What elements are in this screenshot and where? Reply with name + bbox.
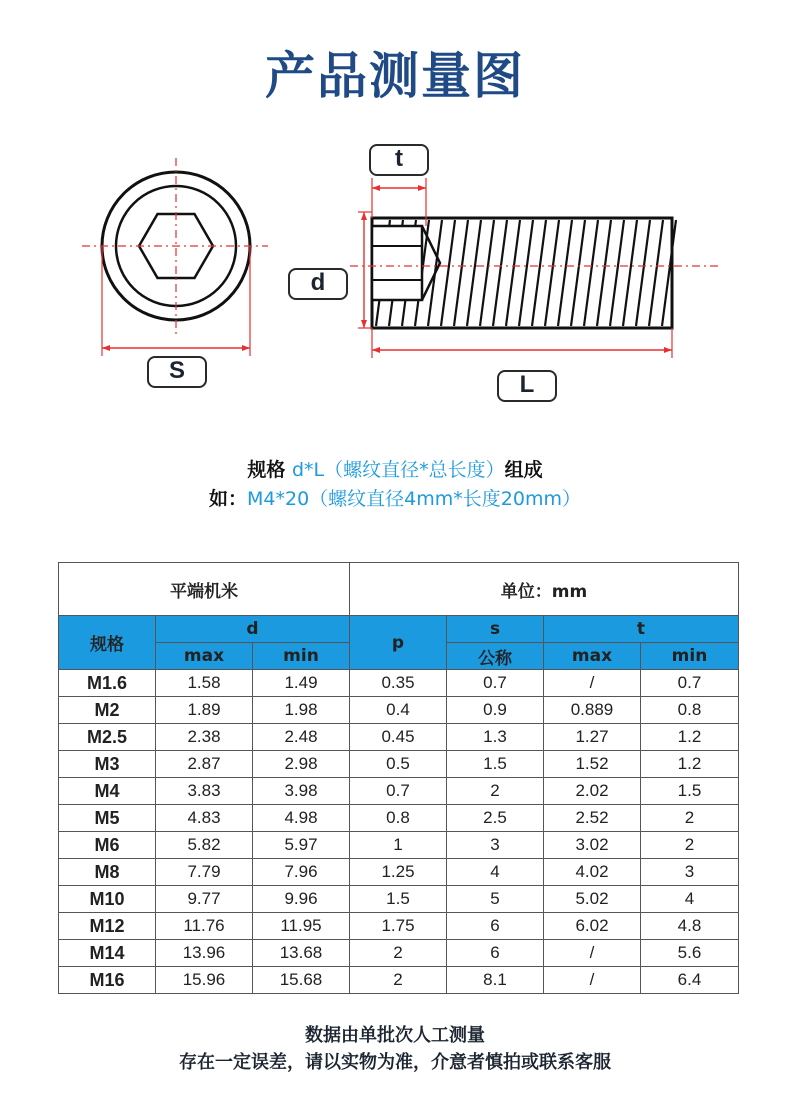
cell-p: 2 <box>350 967 447 994</box>
cell-d-min: 11.95 <box>253 913 350 940</box>
cell-t-max: 4.02 <box>544 859 641 886</box>
cell-d-max: 5.82 <box>156 832 253 859</box>
cell-d-max: 2.87 <box>156 751 253 778</box>
cell-p: 0.35 <box>350 670 447 697</box>
cell-s-nominal: 5 <box>447 886 544 913</box>
cell-t-max: 1.27 <box>544 724 641 751</box>
spec-formula: d*L（螺纹直径*总长度） <box>291 459 505 481</box>
cell-d-min: 1.49 <box>253 670 350 697</box>
cell-d-min: 13.68 <box>253 940 350 967</box>
label-t: t <box>369 144 429 176</box>
cell-t-max: 0.889 <box>544 697 641 724</box>
cell-d-min: 2.48 <box>253 724 350 751</box>
cell-spec: M2.5 <box>59 724 156 751</box>
spec-line-2 <box>0 484 790 511</box>
cell-t-min: 4 <box>641 886 739 913</box>
cell-spec: M2 <box>59 697 156 724</box>
cell-p: 0.4 <box>350 697 447 724</box>
example-formula: M4*20（螺纹直径4mm*长度20mm） <box>247 488 581 510</box>
table-row <box>59 967 739 994</box>
cell-spec: M14 <box>59 940 156 967</box>
cell-s-nominal: 1.3 <box>447 724 544 751</box>
table-row <box>59 751 739 778</box>
side-view <box>350 178 720 358</box>
cell-p: 1.5 <box>350 886 447 913</box>
cell-d-min: 9.96 <box>253 886 350 913</box>
cell-s-nominal: 4 <box>447 859 544 886</box>
cell-spec: M5 <box>59 805 156 832</box>
col-d-min: min <box>253 643 350 670</box>
cell-spec: M6 <box>59 832 156 859</box>
cell-spec: M12 <box>59 913 156 940</box>
header-row-1 <box>59 616 739 643</box>
cell-p: 0.5 <box>350 751 447 778</box>
table-row <box>59 805 739 832</box>
cell-d-min: 2.98 <box>253 751 350 778</box>
footer-note-1: 数据由单批次人工测量 <box>305 1025 485 1046</box>
table-row <box>59 832 739 859</box>
table-title-row <box>59 563 739 616</box>
cell-t-min: 1.2 <box>641 724 739 751</box>
cell-t-min: 0.8 <box>641 697 739 724</box>
cell-d-min: 1.98 <box>253 697 350 724</box>
cell-p: 1.25 <box>350 859 447 886</box>
table-row <box>59 913 739 940</box>
cell-p: 2 <box>350 940 447 967</box>
screw-drawing <box>0 140 790 410</box>
table-row <box>59 940 739 967</box>
cell-s-nominal: 3 <box>447 832 544 859</box>
col-t-max: max <box>544 643 641 670</box>
cell-t-max: / <box>544 670 641 697</box>
table-row <box>59 670 739 697</box>
cell-d-max: 1.58 <box>156 670 253 697</box>
col-d-max: max <box>156 643 253 670</box>
cell-s-nominal: 6 <box>447 940 544 967</box>
table-row <box>59 724 739 751</box>
cell-d-min: 5.97 <box>253 832 350 859</box>
table-row <box>59 778 739 805</box>
cell-d-max: 3.83 <box>156 778 253 805</box>
size-table <box>58 562 739 994</box>
col-t-min: min <box>641 643 739 670</box>
cell-d-max: 9.77 <box>156 886 253 913</box>
cell-d-max: 1.89 <box>156 697 253 724</box>
cell-spec: M10 <box>59 886 156 913</box>
col-s: s <box>447 616 544 643</box>
cell-t-min: 2 <box>641 832 739 859</box>
cell-p: 1 <box>350 832 447 859</box>
spec-suffix: 组成 <box>504 459 543 481</box>
cell-d-max: 13.96 <box>156 940 253 967</box>
cell-s-nominal: 2 <box>447 778 544 805</box>
cell-p: 1.75 <box>350 913 447 940</box>
example-prefix: 如： <box>209 488 248 510</box>
cell-t-min: 3 <box>641 859 739 886</box>
end-view <box>82 158 268 356</box>
col-s-nominal: 公称 <box>447 643 544 670</box>
cell-d-max: 11.76 <box>156 913 253 940</box>
cell-d-min: 4.98 <box>253 805 350 832</box>
cell-spec: M4 <box>59 778 156 805</box>
cell-t-max: / <box>544 967 641 994</box>
cell-t-max: 3.02 <box>544 832 641 859</box>
cell-t-min: 0.7 <box>641 670 739 697</box>
table-row <box>59 886 739 913</box>
cell-spec: M3 <box>59 751 156 778</box>
page-title: 产品测量图 <box>265 47 525 105</box>
cell-p: 0.7 <box>350 778 447 805</box>
cell-p: 0.8 <box>350 805 447 832</box>
cell-t-min: 5.6 <box>641 940 739 967</box>
label-s: S <box>147 356 207 388</box>
cell-t-min: 1.5 <box>641 778 739 805</box>
unit-label: 单位：mm <box>350 563 739 616</box>
measurement-diagram <box>0 140 790 410</box>
cell-t-min: 6.4 <box>641 967 739 994</box>
cell-t-max: 5.02 <box>544 886 641 913</box>
product-name: 平端机米 <box>59 563 350 616</box>
cell-s-nominal: 8.1 <box>447 967 544 994</box>
cell-p: 0.45 <box>350 724 447 751</box>
cell-t-max: 1.52 <box>544 751 641 778</box>
col-d: d <box>156 616 350 643</box>
cell-d-min: 15.68 <box>253 967 350 994</box>
label-l: L <box>497 370 557 402</box>
col-spec: 规格 <box>59 616 156 670</box>
cell-spec: M1.6 <box>59 670 156 697</box>
table-row <box>59 697 739 724</box>
cell-t-max: 2.02 <box>544 778 641 805</box>
cell-s-nominal: 0.9 <box>447 697 544 724</box>
cell-t-max: / <box>544 940 641 967</box>
cell-d-max: 15.96 <box>156 967 253 994</box>
cell-t-min: 1.2 <box>641 751 739 778</box>
cell-spec: M16 <box>59 967 156 994</box>
cell-spec: M8 <box>59 859 156 886</box>
cell-t-min: 4.8 <box>641 913 739 940</box>
spec-prefix: 规格 <box>247 459 286 481</box>
footer-note-2: 存在一定误差，请以实物为准，介意者慎拍或联系客服 <box>179 1052 611 1073</box>
cell-d-max: 7.79 <box>156 859 253 886</box>
col-p: p <box>350 616 447 670</box>
cell-s-nominal: 1.5 <box>447 751 544 778</box>
cell-t-max: 2.52 <box>544 805 641 832</box>
cell-d-max: 2.38 <box>156 724 253 751</box>
label-d: d <box>288 268 348 300</box>
cell-t-max: 6.02 <box>544 913 641 940</box>
table-body <box>59 670 739 994</box>
col-t: t <box>544 616 739 643</box>
cell-s-nominal: 2.5 <box>447 805 544 832</box>
cell-s-nominal: 0.7 <box>447 670 544 697</box>
spec-line-1 <box>0 455 790 482</box>
cell-d-min: 7.96 <box>253 859 350 886</box>
cell-d-max: 4.83 <box>156 805 253 832</box>
cell-d-min: 3.98 <box>253 778 350 805</box>
cell-t-min: 2 <box>641 805 739 832</box>
table-row <box>59 859 739 886</box>
cell-s-nominal: 6 <box>447 913 544 940</box>
